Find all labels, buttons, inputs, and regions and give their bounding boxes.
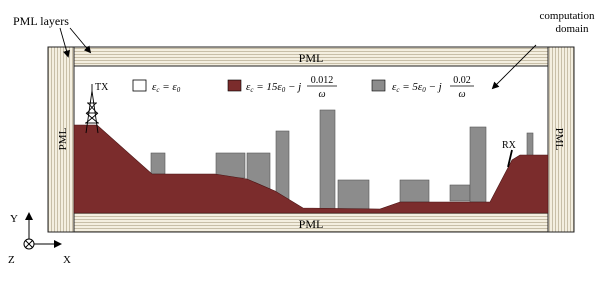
- legend-ground-text: εc = 15ε0 − j: [246, 81, 302, 94]
- building-6: [338, 180, 369, 210]
- building-7: [400, 180, 429, 202]
- axis-x-label: X: [63, 254, 71, 266]
- legend-building-swatch: [372, 80, 385, 91]
- computation-domain-label-line1: computation: [539, 10, 595, 22]
- computation-domain-label-line2: domain: [555, 23, 589, 35]
- pml-bottom-label: PML: [298, 217, 324, 231]
- axis-y-label: Y: [10, 213, 18, 225]
- legend-free-space-text: εc = ε0: [152, 81, 181, 94]
- building-8: [450, 185, 470, 201]
- pml-top-label: PML: [298, 51, 324, 65]
- tx-label: TX: [95, 82, 109, 93]
- legend-ground-swatch: [228, 80, 241, 91]
- legend-building-denominator: ω: [458, 89, 466, 100]
- building-2: [216, 153, 245, 178]
- pml-right-label: PML: [553, 127, 565, 151]
- building-10: [527, 133, 533, 157]
- building-9: [470, 127, 486, 202]
- axis-z-label: Z: [8, 254, 15, 266]
- legend-ground-denominator: ω: [318, 89, 326, 100]
- rx-label: RX: [502, 140, 516, 151]
- legend-building-numerator: 0.02: [453, 75, 471, 86]
- building-4: [276, 131, 289, 200]
- pml-left-label: PML: [57, 127, 69, 151]
- building-5: [320, 110, 335, 210]
- legend-building-text: εc = 5ε0 − j: [392, 81, 442, 94]
- legend-free-space-swatch: [133, 80, 146, 91]
- legend-ground-numerator: 0.012: [310, 75, 334, 86]
- building-1: [151, 153, 165, 174]
- pml-layers-label: PML layers: [13, 14, 69, 28]
